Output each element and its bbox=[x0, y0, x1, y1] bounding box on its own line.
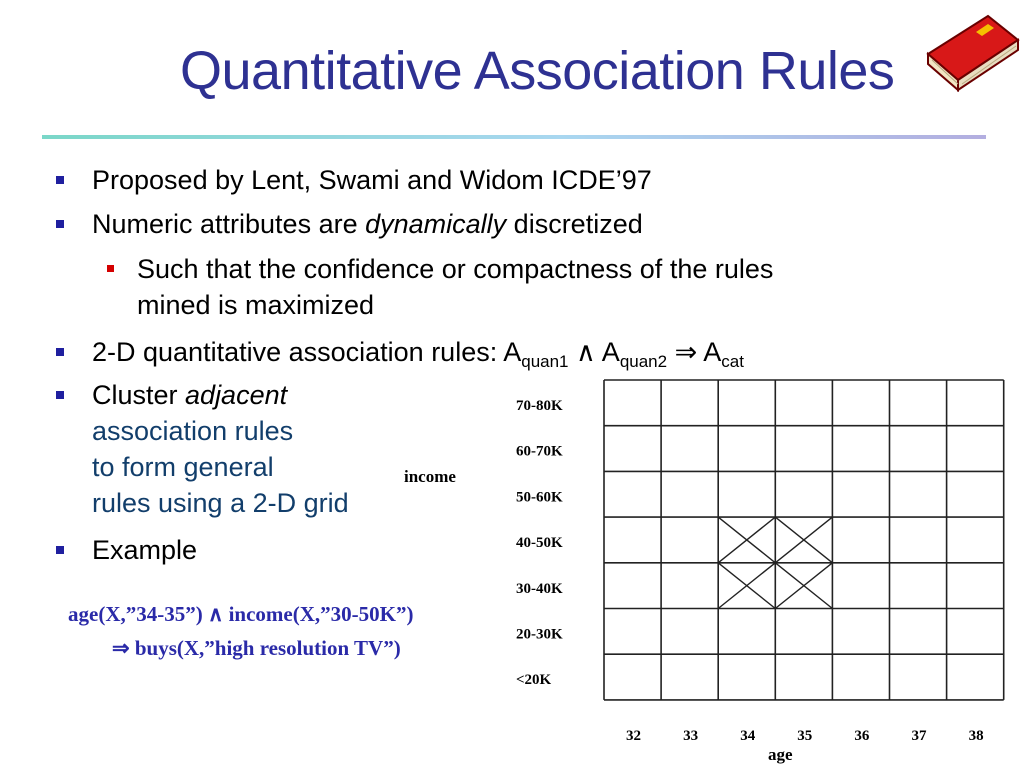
sub-bullet-marker bbox=[107, 265, 114, 272]
grid-row-label: 70-80K bbox=[516, 398, 563, 414]
bullet-marker bbox=[56, 546, 64, 554]
crossed-cell bbox=[718, 563, 775, 609]
grid-col-label: 34 bbox=[740, 727, 756, 744]
income-age-grid bbox=[400, 372, 1024, 768]
bullet-text: 2-D quantitative association rules: A bbox=[92, 337, 522, 367]
title-divider bbox=[42, 135, 986, 139]
bullet-text: ⇒ A bbox=[667, 337, 722, 367]
bullet-line: to form general bbox=[92, 452, 274, 482]
bullet-marker bbox=[56, 391, 64, 399]
bullet-marker bbox=[56, 348, 64, 356]
crossed-cell bbox=[718, 517, 775, 563]
grid-row-label: <20K bbox=[516, 672, 552, 689]
grid-col-label: 38 bbox=[968, 727, 984, 744]
bullet-marker bbox=[56, 176, 64, 184]
grid-col-label: 35 bbox=[797, 727, 813, 744]
example-rule-line2: ⇒ buys(X,”high resolution TV”) bbox=[112, 636, 401, 660]
bullet-cluster bbox=[92, 377, 349, 521]
grid-col-label: 33 bbox=[683, 727, 699, 744]
grid-row-label: 50-60K bbox=[516, 489, 563, 506]
example-rule-line1: age(X,”34-35”) ∧ income(X,”30-50K”) bbox=[68, 602, 414, 626]
subscript: cat bbox=[721, 352, 744, 371]
crossed-cell bbox=[775, 563, 832, 609]
bullet-numeric-attributes bbox=[92, 206, 643, 242]
bullet-example bbox=[92, 532, 197, 568]
bullet-text: discretized bbox=[506, 209, 643, 239]
grid-row-label: 40-50K bbox=[516, 535, 563, 552]
bullet-line: rules using a 2-D grid bbox=[92, 488, 349, 518]
bullet-text: Numeric attributes are bbox=[92, 209, 366, 239]
grid-ylabel: income bbox=[404, 467, 456, 486]
book-icon bbox=[918, 6, 1024, 92]
grid-col-label: 36 bbox=[854, 727, 870, 744]
bullet-text: Cluster bbox=[92, 380, 186, 410]
subscript: quan2 bbox=[619, 352, 668, 371]
sub-bullet-line: mined is maximized bbox=[137, 290, 375, 320]
grid-row-label: 30-40K bbox=[516, 580, 563, 597]
slide-title: Quantitative Association Rules bbox=[180, 41, 895, 101]
sub-bullet-confidence bbox=[137, 251, 773, 323]
crossed-cell bbox=[775, 517, 832, 563]
bullet-emphasis: adjacent bbox=[185, 380, 288, 410]
grid-col-label: 37 bbox=[911, 727, 927, 744]
bullet-text: ∧ A bbox=[568, 337, 620, 367]
bullet-line: association rules bbox=[92, 416, 294, 446]
sub-bullet-line: Such that the confidence or compactness of the rules bbox=[137, 254, 774, 284]
bullet-marker bbox=[56, 220, 64, 228]
grid-col-label: 32 bbox=[626, 727, 641, 744]
bullet-proposed-by bbox=[92, 162, 652, 198]
grid-row-label: 20-30K bbox=[516, 626, 563, 643]
bullet-emphasis: dynamically bbox=[365, 209, 507, 239]
subscript: quan1 bbox=[521, 352, 569, 371]
bullet-text: Example bbox=[92, 535, 198, 565]
bullet-text: Proposed by Lent, Swami and Widom ICDE’97 bbox=[92, 165, 652, 195]
grid-xlabel: age bbox=[768, 745, 793, 764]
grid-row-label: 60-70K bbox=[516, 443, 563, 460]
